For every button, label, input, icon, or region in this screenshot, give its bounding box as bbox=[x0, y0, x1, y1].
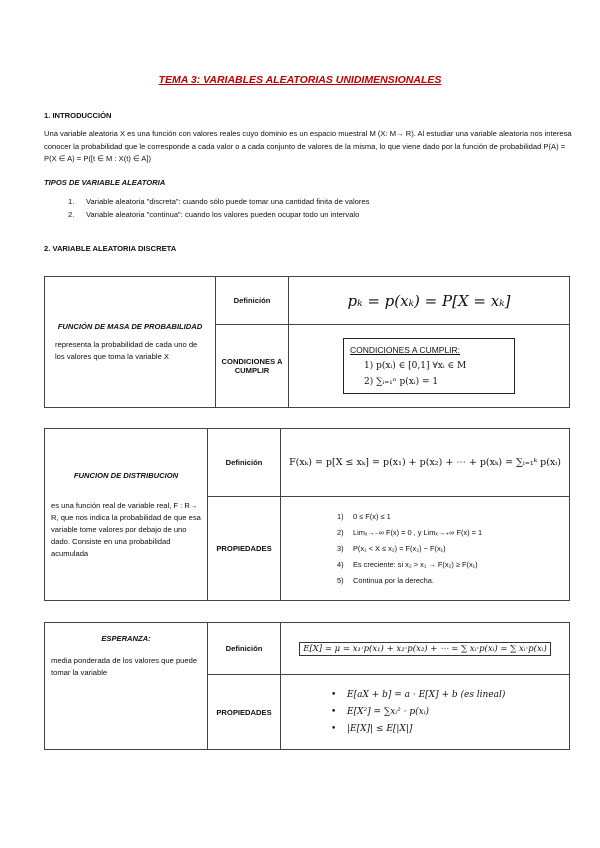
fmp-name: FUNCIÓN DE MASA DE PROBABILIDAD bbox=[57, 322, 203, 331]
conditions-box bbox=[343, 338, 515, 394]
distribution-props-cell bbox=[281, 497, 570, 601]
page-title: TEMA 3: VARIABLES ALEATORIAS UNIDIMENSIONALES bbox=[158, 74, 442, 86]
condition-item: 2) ∑ᵢ₌₁ⁿ p(xᵢ) = 1 bbox=[364, 377, 439, 387]
fmp-formula: pₖ = p(xₖ) = P[X = xₖ] bbox=[289, 277, 570, 325]
fmp-conditions-cell bbox=[289, 325, 570, 408]
properties-list bbox=[337, 509, 565, 589]
section-heading-discrete: 2. VARIABLE ALEATORIA DISCRETA bbox=[44, 244, 177, 253]
list-item: 1) 0 ≤ F(x) ≤ 1 bbox=[337, 511, 391, 521]
types-heading: TIPOS DE VARIABLE ALEATORIA bbox=[44, 178, 166, 187]
distribution-table bbox=[44, 428, 570, 601]
list-item: 4) Es creciente: si x₂ > x₁ → F(x₂) ≥ F(x₁) bbox=[337, 559, 478, 569]
distribution-formula: F(xₖ) = p[X ≤ xₖ] = p(x₁) + p(x₂) + ⋯ + p(xₖ) = ∑ᵢ₌₁ᵏ p(xᵢ) bbox=[281, 429, 570, 497]
list-item: • E[aX + b] = a · E[X] + b (es lineal) bbox=[331, 687, 565, 704]
list-item: • E[X²] = ∑xᵢ² · p(xᵢ) bbox=[331, 704, 565, 721]
fmp-table bbox=[44, 276, 570, 408]
expectation-name-cell bbox=[45, 623, 208, 750]
types-list bbox=[68, 196, 369, 221]
distribution-def-label: Definición bbox=[208, 429, 281, 497]
condition-item: 1) p(xᵢ) ∈ [0,1] ∀xᵢ ∈ M bbox=[364, 361, 467, 371]
fmp-def-label: Definición bbox=[216, 277, 289, 325]
expectation-def-label: Definición bbox=[208, 623, 281, 675]
list-item: • |E[X]| ≤ E[|X|] bbox=[331, 721, 565, 738]
expectation-description: media ponderada de los valores que puede tomar la variable bbox=[51, 656, 198, 677]
list-item: 3) P(x₁ < X ≤ x₂) = F(x₂) − F(x₁) bbox=[337, 543, 446, 553]
properties-list bbox=[331, 687, 565, 738]
list-item: 5) Continua por la derecha. bbox=[337, 575, 434, 585]
expectation-formula: E[X] = μ = x₁·p(x₁) + x₂·p(x₂) + ⋯ = ∑ xᵢ·p(xᵢ) = ∑ xᵢ·p(xᵢ) bbox=[299, 642, 551, 656]
distribution-description: es una función real de variable real, F : R→ R, que nos indica la probabilidad de que esa variable tome valores por debajo de uno dado. Consiste en una probabilidad acumulada bbox=[51, 500, 201, 558]
expectation-props-label: PROPIEDADES bbox=[208, 675, 281, 750]
distribution-name: FUNCION DE DISTRIBUCION bbox=[73, 470, 179, 480]
intro-paragraph: Una variable aleatoria X es una función con valores reales cuyo dominio es un espacio muestral M (X: M→ R). Al estudiar una variable aleatoria nos interesa conocer la probabilidad que le corresponde a cada valor o a cada conjunto de valores de la misma, lo que viene dado por la función de probabilidad P(A) = P(X ∈ A) = P([t ∈ M : X(t) ∈ A]) bbox=[44, 129, 572, 163]
expectation-formula-cell bbox=[281, 623, 570, 675]
section-heading-intro: 1. INTRODUCCIÓN bbox=[44, 111, 112, 120]
conditions-title: CONDICIONES A CUMPLIR: bbox=[350, 345, 461, 355]
expectation-props-cell bbox=[281, 675, 570, 750]
list-item: 1. Variable aleatoria "discreta": cuando sólo puede tomar una cantidad finita de valores bbox=[68, 197, 370, 206]
list-item: 2. Variable aleatoria "continua": cuando los valores pueden ocupar todo un intervalo bbox=[68, 209, 360, 219]
fmp-name-cell bbox=[45, 277, 216, 408]
fmp-description: representa la probabilidad de cada uno de los valores que toma la variable X bbox=[55, 340, 198, 361]
distribution-name-cell bbox=[45, 429, 208, 601]
expectation-name: ESPERANZA: bbox=[101, 634, 151, 643]
expectation-table bbox=[44, 622, 570, 750]
distribution-props-label: PROPIEDADES bbox=[208, 497, 281, 601]
fmp-cond-label: CONDICIONES A CUMPLIR bbox=[216, 325, 289, 408]
list-item: 2) Limₓ→₋∞ F(x) = 0 , y Limₓ→₊∞ F(x) = 1 bbox=[337, 527, 483, 537]
